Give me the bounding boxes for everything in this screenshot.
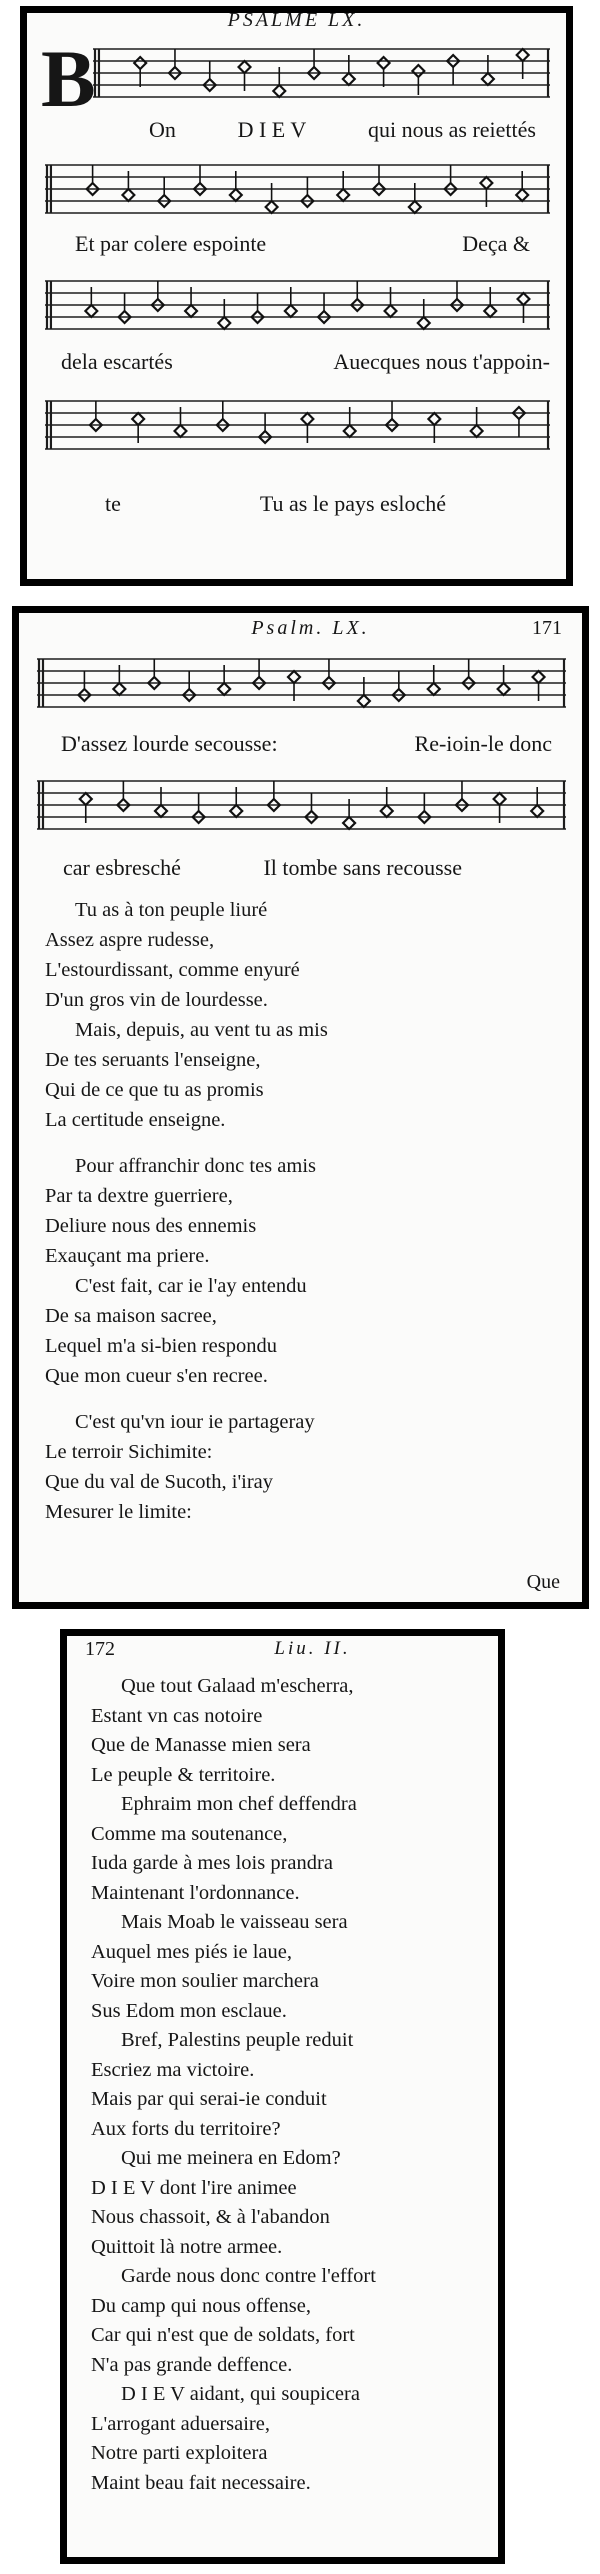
page-172	[60, 1629, 505, 2564]
drop-cap-initial: B	[41, 33, 96, 124]
verse-line: Que tout Galaad m'escherra,	[121, 1675, 354, 1697]
music-staff-5	[37, 643, 566, 721]
lyric-syllable: Auecques nous t'appoin-	[333, 349, 550, 374]
verse-line: Bref, Palestins peuple reduit	[121, 2029, 354, 2051]
verse-line: Que du val de Sucoth, i'iray	[45, 1471, 274, 1493]
verse-line: Le peuple & territoire.	[91, 1763, 276, 1786]
music-note	[409, 183, 421, 213]
music-staff-2	[45, 149, 550, 227]
music-note	[148, 659, 160, 689]
music-note	[358, 677, 370, 707]
music-note	[301, 413, 313, 443]
page-number: 172	[85, 1638, 115, 1660]
verse-line: Auquel mes piés ie laue,	[91, 1940, 292, 1963]
music-note	[253, 659, 265, 689]
verse-line: Deliure nous des ennemis	[45, 1215, 257, 1237]
verse-line: Comme ma soutenance,	[91, 1822, 288, 1845]
lyric-syllable: Et par colere espointe	[75, 231, 267, 256]
verse-line: Par ta dextre guerriere,	[45, 1185, 233, 1207]
music-note	[194, 165, 206, 195]
page-number: 171	[532, 617, 562, 639]
verse-line: Estant vn cas notoire	[91, 1704, 263, 1727]
music-note	[484, 287, 496, 317]
verse-line: Du camp qui nous offense,	[91, 2294, 311, 2317]
music-note	[288, 671, 300, 701]
verse-line: Ephraim mon chef deffendra	[121, 1793, 357, 1815]
verse-line: Maintenant l'ordonnance.	[91, 1881, 300, 1904]
music-note	[517, 49, 529, 79]
verse-line: Assez aspre rudesse,	[45, 929, 215, 951]
music-staff-4	[45, 385, 550, 463]
verse-line: Notre parti exploitera	[91, 2442, 268, 2464]
verse-line: Qui de ce que tu as promis	[45, 1079, 264, 1101]
verse-block	[91, 1672, 484, 2498]
music-note	[80, 793, 92, 823]
music-note	[259, 413, 271, 443]
verse-line: Pour affranchir donc tes amis	[75, 1155, 316, 1177]
verse-line: D I E V dont l'ire animee	[91, 2176, 297, 2199]
lyric-line-6	[19, 855, 582, 881]
verse-line: Que mon cueur s'en recree.	[45, 1365, 268, 1387]
verse-line: D'un gros vin de lourdesse.	[45, 989, 268, 1011]
music-note	[266, 183, 278, 213]
verse-line: La certitude enseigne.	[45, 1109, 226, 1131]
music-note	[531, 787, 543, 817]
music-note	[445, 165, 457, 195]
music-note	[217, 401, 229, 431]
music-note	[516, 171, 528, 201]
verse-line: Mais Moab le vaisseau sera	[121, 1911, 348, 1933]
verse-line: Que de Manasse mien sera	[91, 1734, 311, 1756]
verse-line: C'est qu'vn iour ie partageray	[75, 1411, 315, 1433]
verse-line: Iuda garde à mes lois prandra	[91, 1852, 333, 1874]
lyric-syllable: Tu as le pays esloché	[259, 491, 446, 516]
verse-line: Lequel m'a si-bien respondu	[45, 1335, 277, 1357]
music-note	[428, 665, 440, 695]
music-staff-3	[45, 265, 550, 343]
lyric-syllable: On	[149, 117, 176, 142]
music-note	[494, 793, 506, 823]
lyric-syllable: D'assez lourde secousse:	[61, 731, 278, 756]
verse-line: Sus Edom mon esclaue.	[91, 1999, 287, 2022]
music-note	[193, 793, 205, 823]
music-note	[463, 659, 475, 689]
music-note	[132, 413, 144, 443]
music-note	[351, 281, 363, 311]
music-note	[117, 781, 129, 811]
lyric-line-2	[27, 231, 566, 257]
music-note	[344, 407, 356, 437]
music-note	[337, 171, 349, 201]
verse-line: D I E V aidant, qui soupicera	[121, 2383, 360, 2405]
verse-line: Voire mon soulier marchera	[91, 1970, 319, 1992]
music-note	[412, 65, 424, 95]
verse-line: L'arrogant aduersaire,	[91, 2412, 270, 2435]
verse-line: Garde nous donc contre l'effort	[121, 2265, 376, 2287]
verse-line: Mais, depuis, au vent tu as mis	[75, 1019, 328, 1041]
music-note	[533, 671, 545, 701]
running-head: Liu. II.	[274, 1638, 351, 1659]
lyric-syllable: D I E V	[237, 117, 307, 142]
verse-line: Exauçant ma priere.	[45, 1245, 210, 1267]
music-note	[218, 665, 230, 695]
music-staff-6	[37, 765, 566, 843]
lyric-syllable: te	[105, 491, 121, 516]
page-psalm-lx-music	[20, 6, 573, 586]
music-note	[87, 165, 99, 195]
music-note	[268, 781, 280, 811]
music-note	[323, 659, 335, 689]
music-note	[239, 61, 251, 91]
music-staff-1	[93, 33, 550, 111]
verse-line: Qui me meinera en Edom?	[121, 2147, 341, 2169]
music-note	[513, 407, 525, 437]
verse-line: De sa maison sacree,	[45, 1305, 217, 1327]
music-note	[418, 793, 430, 823]
music-note	[230, 171, 242, 201]
verse-line: Quittoit là notre armee.	[91, 2235, 283, 2258]
verse-line: Nous chassoit, & à l'abandon	[91, 2206, 330, 2228]
music-note	[451, 281, 463, 311]
lyric-syllable: car esbresché	[63, 855, 181, 880]
music-note	[343, 799, 355, 829]
music-note	[518, 293, 530, 323]
lyric-line-4	[27, 491, 566, 517]
music-note	[113, 665, 125, 695]
verse-line: Aux forts du territoire?	[91, 2117, 281, 2140]
music-note	[381, 787, 393, 817]
verse-line: Car qui n'est que de soldats, fort	[91, 2324, 355, 2346]
music-note	[273, 67, 285, 97]
lyric-syllable: qui nous as reiettés	[367, 117, 536, 142]
music-note	[498, 665, 510, 695]
music-note	[252, 293, 264, 323]
music-note	[301, 177, 313, 207]
running-head: Psalm. LX.	[251, 617, 370, 639]
music-note	[471, 407, 483, 437]
lyric-syllable: dela escartés	[61, 349, 173, 374]
music-note	[305, 793, 317, 823]
music-note	[90, 401, 102, 431]
lyric-line-3	[27, 349, 566, 375]
verse-line: Le terroir Sichimite:	[45, 1441, 213, 1463]
music-note	[385, 287, 397, 317]
verse-line: Maint beau fait necessaire.	[91, 2471, 311, 2494]
music-note	[158, 177, 170, 207]
verse-line: C'est fait, car ie l'ay entendu	[75, 1275, 307, 1297]
music-note	[119, 293, 131, 323]
music-note	[169, 49, 181, 79]
lyric-line-5	[19, 731, 582, 757]
catchword: Que	[526, 1571, 560, 1593]
music-note	[204, 61, 216, 91]
music-note	[480, 177, 492, 207]
verse-line: Tu as à ton peuple liuré	[75, 899, 268, 921]
lyric-syllable: Il tombe sans recousse	[263, 855, 462, 880]
running-head: PSALME LX.	[227, 9, 366, 31]
music-note	[155, 787, 167, 817]
music-note	[393, 671, 405, 701]
music-note	[218, 299, 230, 329]
music-note	[456, 781, 468, 811]
music-note	[78, 671, 90, 701]
music-note	[482, 55, 494, 85]
music-note	[418, 299, 430, 329]
lyric-line-1	[27, 117, 566, 143]
music-note	[175, 407, 187, 437]
verse-line: L'estourdissant, comme enyuré	[45, 959, 300, 981]
music-note	[318, 293, 330, 323]
verse-line: Escriez ma victoire.	[91, 2058, 255, 2081]
music-note	[428, 413, 440, 443]
music-note	[85, 287, 97, 317]
music-note	[122, 171, 134, 201]
page-171	[12, 606, 589, 1609]
music-note	[230, 787, 242, 817]
verse-line: N'a pas grande deffence.	[91, 2353, 293, 2376]
lyric-syllable: Deça &	[462, 231, 530, 256]
music-note	[183, 671, 195, 701]
music-note	[386, 401, 398, 431]
verse-line: Mais par qui serai-ie conduit	[91, 2088, 327, 2110]
verse-block	[45, 895, 568, 1527]
music-note	[185, 287, 197, 317]
music-note	[373, 165, 385, 195]
music-note	[285, 287, 297, 317]
verse-line: De tes seruants l'enseigne,	[45, 1049, 261, 1071]
music-note	[447, 55, 459, 85]
lyric-syllable: Re-ioin-le donc	[414, 731, 552, 756]
music-note	[343, 55, 355, 85]
verse-line: Mesurer le limite:	[45, 1501, 192, 1523]
music-note	[308, 49, 320, 79]
music-note	[152, 281, 164, 311]
